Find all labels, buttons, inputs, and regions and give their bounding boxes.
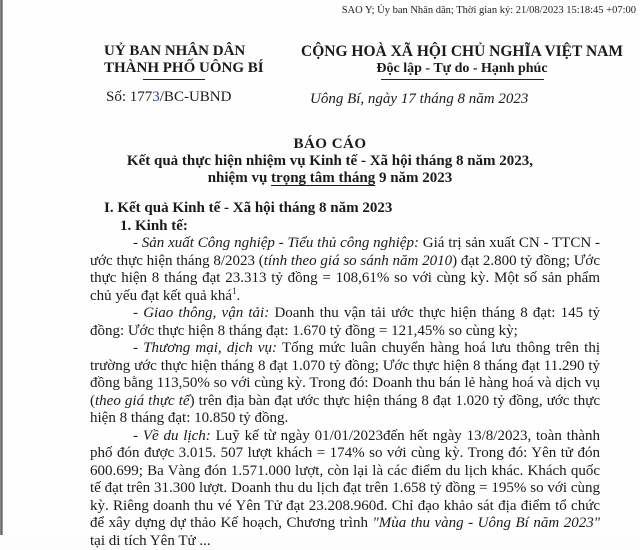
trade-italic: theo giá thực tế	[95, 393, 190, 409]
title-line1: Kết quả thực hiện nhiệm vụ Kinh tế - Xã hội tháng 8 năm 2023,	[60, 153, 600, 170]
trade-text-a: Tổng mức luân chuyển hàng hoá lưu thông trên thị trường ước thực hiện tháng 8 đạt 1.070 tỷ đồng; Ước thực hiện 8 tháng đạt 11.290 tỷ đồng bằng 113,50% so với cùng kỳ. Trong đó: Doanh thu bán lẻ hàng hoá và dịch vụ (	[90, 340, 600, 409]
motto-underline	[381, 79, 544, 80]
place-date: Uông Bí, ngày 17 tháng 8 năm 2023	[310, 91, 528, 108]
industry-text-c: .	[237, 288, 241, 304]
industry-italic: tính theo giá so sánh năm 2010	[264, 253, 452, 269]
national-motto: Độc lập - Tự do - Hạnh phúc	[287, 60, 637, 77]
title-line2	[60, 170, 600, 187]
footnote-ref[interactable]: 1	[232, 286, 237, 296]
industry-label: - Sản xuất Công nghiệp - Tiểu thủ công nghiệp:	[133, 235, 419, 251]
nation-name: CỘNG HOÀ XÃ HỘI CHỦ NGHĨA VIỆT NAM	[287, 43, 637, 60]
title-line2-post: 9 năm 2023	[375, 170, 452, 186]
transport-text: Doanh thu vận tải ước thực hiện tháng 8 đạt: 145 tỷ đồng: Ước thực hiện 8 tháng đạt: 1.670 tỷ đồng = 121,45% so cùng kỳ;	[90, 305, 600, 339]
transport-label: - Giao thông, vận tải:	[133, 305, 269, 321]
doc-number-handwritten: 3	[152, 89, 160, 105]
tourism-text-a: Luỹ kế từ ngày 01/01/2023đến hết ngày 13/8/2023, toàn thành phố đón được 3.015. 507 lượt khách = 174% so với cùng kỳ. Trong đó: Yên tử đón 600.699; Ba Vàng đón 1.571.000 lượt, còn lại là các điểm du lịch khác. Khách quốc tế đạt trên 31.300 lượt. Doanh thu du lịch đạt trên 1.658 tỷ đồng = 195% so với cùng kỳ. Riêng doanh thu vé Yên Tử đạt 23.208.960đ. Chỉ đạo khảo sát địa điểm tổ chức để xây dựng dự thảo Kế hoạch, Chương trình	[90, 428, 600, 532]
paragraph-industry	[90, 235, 600, 305]
agency-underline	[143, 79, 205, 80]
report-body	[90, 200, 600, 550]
title-line2-underlined: trọng tâm tháng	[271, 170, 375, 186]
trade-text-b: ) trên địa bàn đạt ước thực hiện tháng 8 đạt 1.020 tỷ đồng, ước thực hiện 8 tháng đạt: 10.850 tỷ đồng.	[90, 393, 600, 427]
tourism-label: - Về du lịch:	[133, 428, 211, 444]
industry-text-a: Giá trị sản xuất CN - TTCN - ước thực hiện tháng 8/2023 (	[90, 235, 600, 269]
digital-signature-stamp: SAO Y; Ủy ban Nhân dân; Thời gian ký: 21/08/2023 15:18:45 +07:00	[342, 5, 636, 16]
tourism-italic: "Mùa thu vàng - Uông Bí năm 2023"	[372, 515, 600, 531]
document-type: BÁO CÁO	[60, 136, 600, 153]
section-heading-1: I. Kết quả Kinh tế - Xã hội tháng 8 năm 2023	[90, 200, 600, 218]
paragraph-trade	[90, 340, 600, 428]
subsection-heading-economy: 1. Kinh tế:	[90, 218, 600, 236]
paragraph-transport	[90, 305, 600, 340]
issuing-agency	[104, 43, 244, 80]
national-header	[287, 43, 637, 80]
agency-line1: UỶ BAN NHÂN DÂN	[104, 43, 244, 60]
tourism-text-b: tại di tích Yên Tử ...	[90, 533, 211, 549]
doc-number-prefix: Số: 177	[106, 89, 152, 105]
agency-line2: THÀNH PHỐ UÔNG BÍ	[104, 60, 244, 77]
trade-label: - Thương mại, dịch vụ:	[133, 340, 277, 356]
paragraph-tourism	[90, 428, 600, 550]
doc-number-suffix: /BC-UBND	[160, 89, 232, 105]
scan-edge	[0, 0, 3, 535]
title-line2-pre: nhiệm vụ	[208, 170, 271, 186]
document-number	[106, 89, 231, 106]
report-title	[60, 136, 600, 187]
industry-text-b: ) đạt 2.800 tỷ đồng; Ước thực hiện 8 tháng đạt 23.313 tỷ đồng = 108,61% so với cùng kỳ. Một số sản phẩm chủ yếu đạt kết quả khá	[90, 253, 600, 304]
